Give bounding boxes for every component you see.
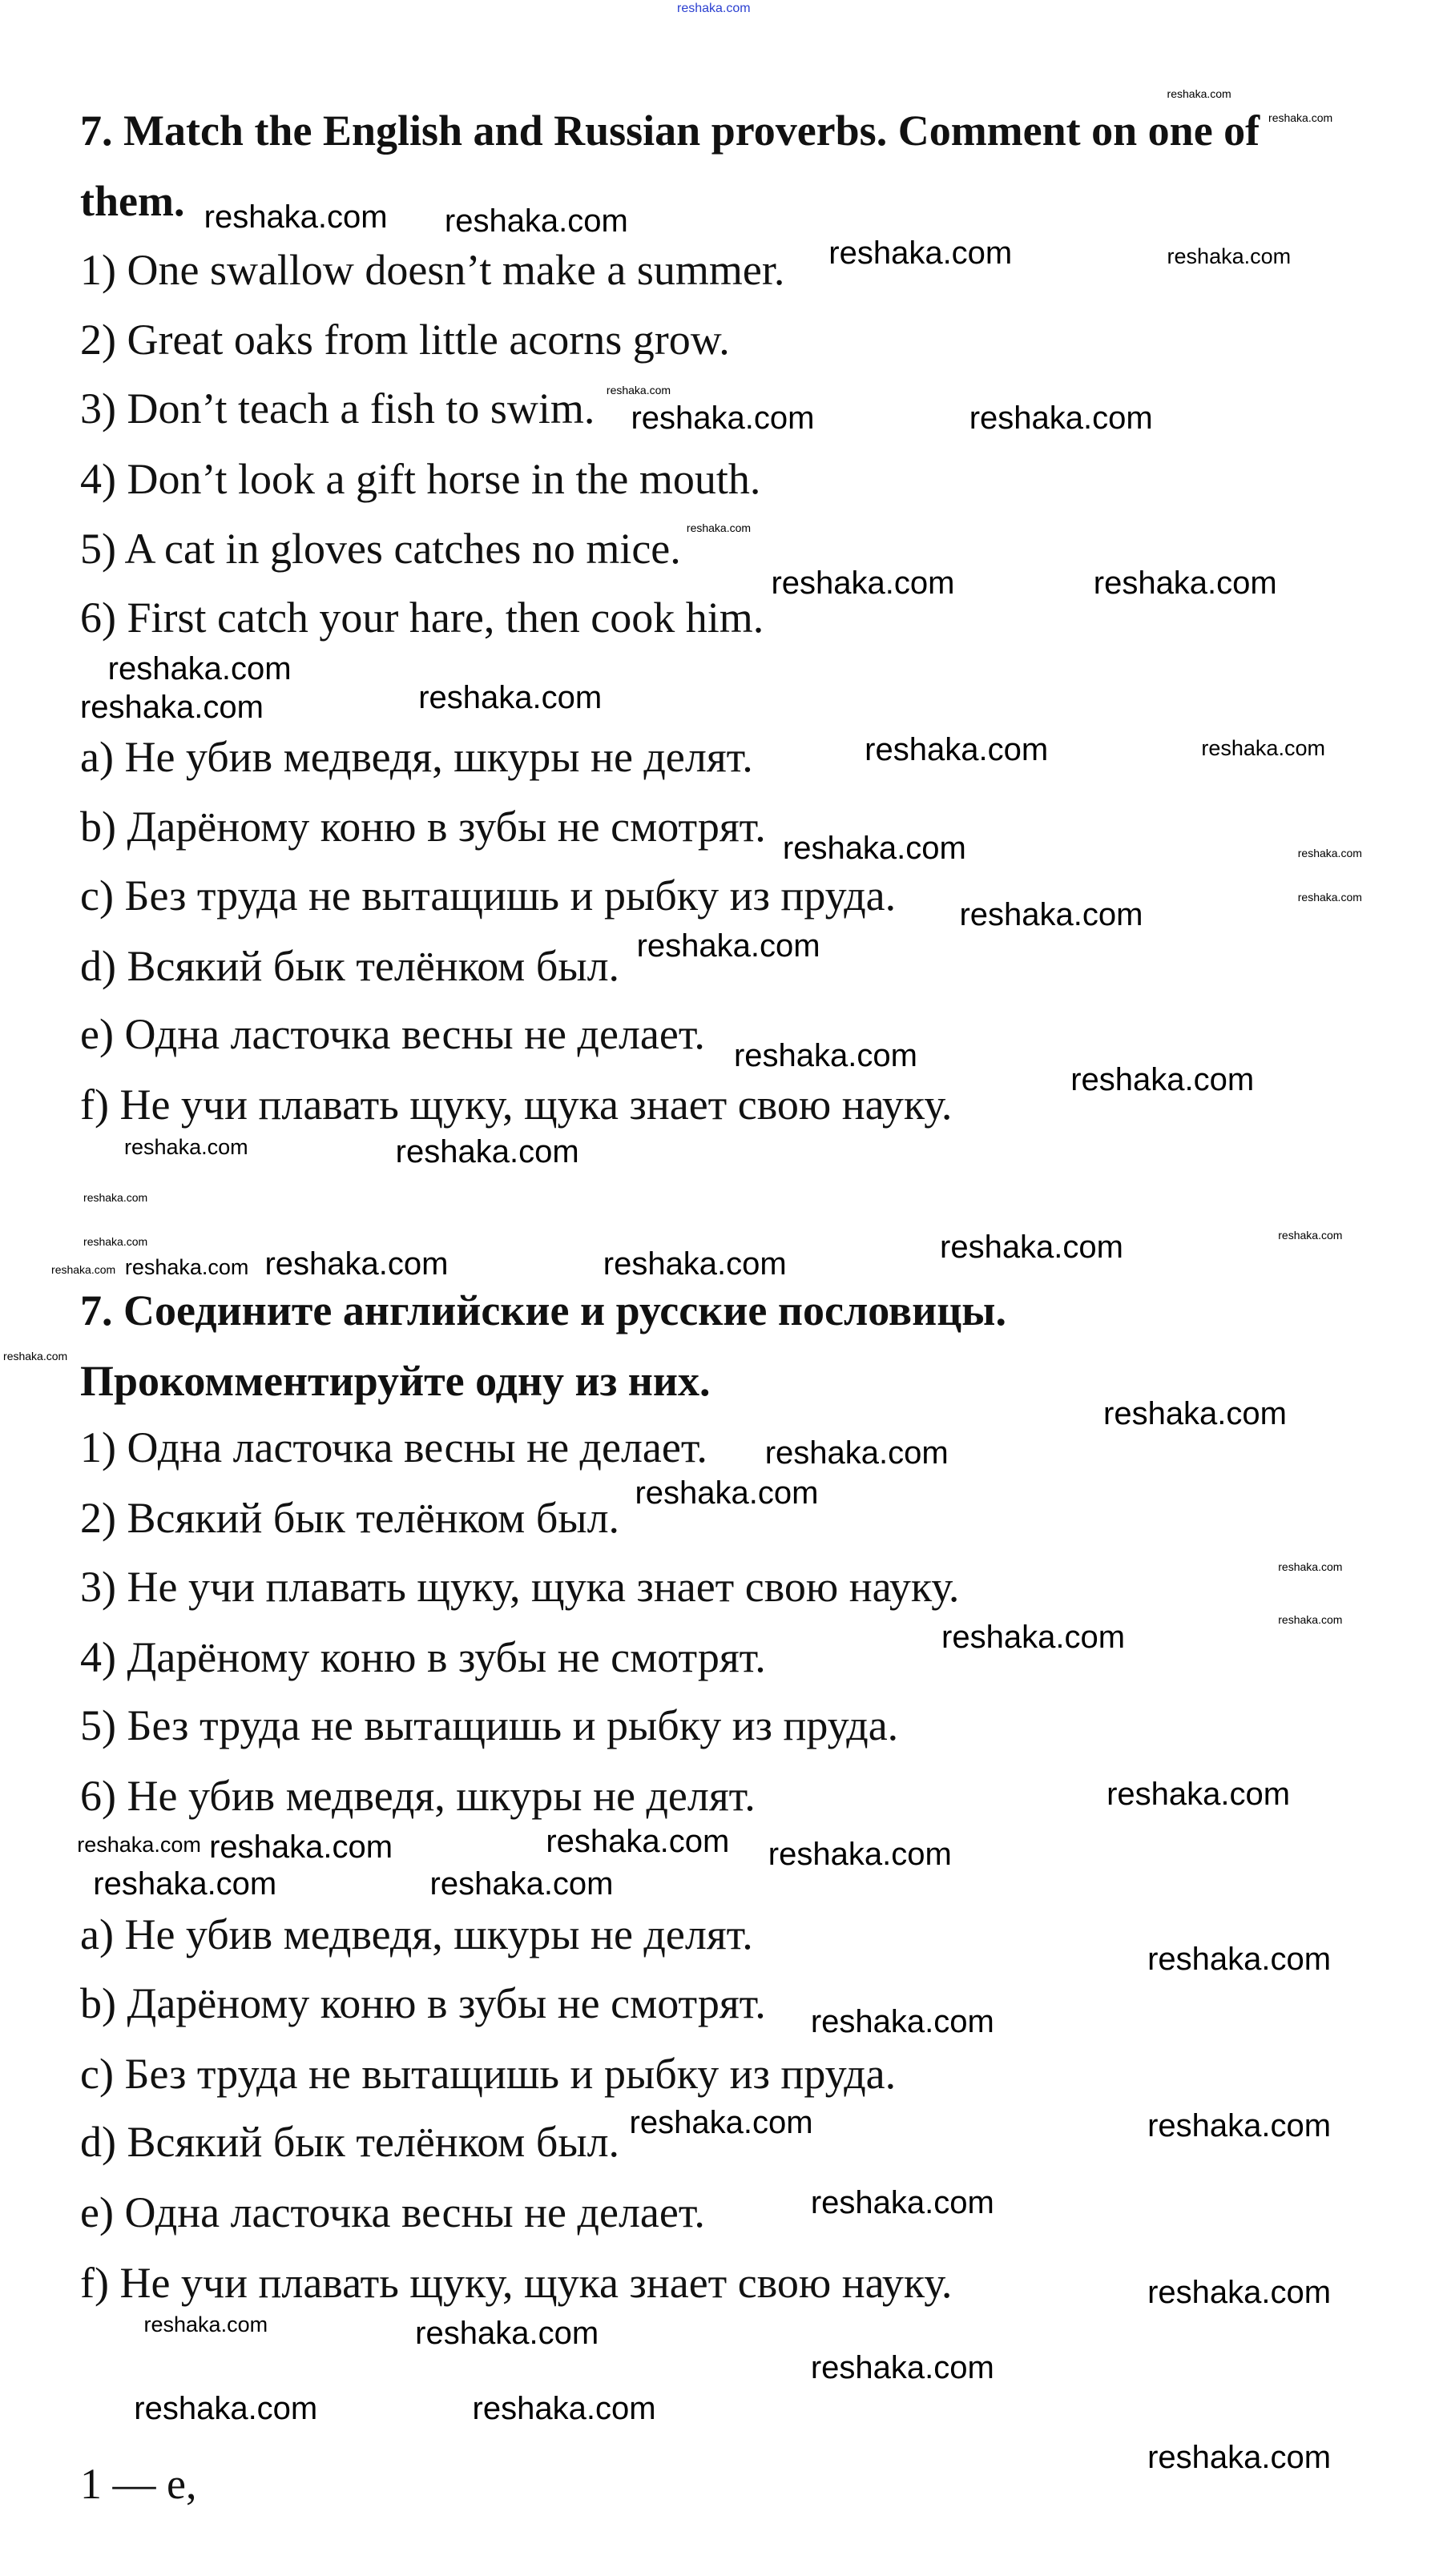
watermark: reshaka.com: [418, 680, 603, 716]
watermark: reshaka.com: [429, 1866, 614, 1902]
watermark: reshaka.com: [865, 732, 1049, 768]
russian-proverb: d) Всякий бык телёнком был.: [80, 942, 620, 990]
watermark: reshaka.com: [79, 690, 264, 726]
watermark: reshaka.com: [940, 1229, 1123, 1265]
numbered-proverb: 2) Всякий бык телёнком был.: [80, 1494, 620, 1542]
watermark: reshaka.com: [1106, 1776, 1291, 1812]
watermark: reshaka.com: [264, 1246, 449, 1282]
lettered-proverb: a) Не убив медведя, шкуры не делят.: [80, 1910, 753, 1958]
watermark: reshaka.com: [1103, 1395, 1287, 1431]
lettered-proverb: c) Без труда не вытащишь и рыбку из пруда.: [80, 2050, 897, 2098]
watermark: reshaka.com: [1147, 2440, 1332, 2476]
watermark: reshaka.com: [941, 1619, 1126, 1655]
english-proverb: 5) A cat in gloves catches no mice.: [80, 525, 681, 573]
watermark: reshaka.com: [969, 400, 1153, 437]
top-watermark: reshaka.com: [677, 2, 751, 15]
watermark: reshaka.com: [1278, 1229, 1343, 1242]
lettered-proverb: d) Всякий бык телёнком был.: [80, 2118, 620, 2166]
english-proverb: 6) First catch your hare, then cook him.: [80, 594, 764, 642]
watermark: reshaka.com: [1070, 1062, 1255, 1098]
watermark: reshaka.com: [415, 2315, 599, 2351]
watermark: reshaka.com: [603, 1246, 787, 1282]
english-proverb: 4) Don’t look a gift horse in the mouth.: [80, 455, 761, 503]
watermark: reshaka.com: [629, 2105, 813, 2140]
watermark: reshaka.com: [77, 1833, 201, 1858]
watermark: reshaka.com: [1147, 1941, 1332, 1977]
watermark: reshaka.com: [546, 1824, 730, 1860]
numbered-proverb: 6) Не убив медведя, шкуры не делят.: [80, 1772, 756, 1820]
watermark: reshaka.com: [1167, 87, 1231, 100]
watermark: reshaka.com: [631, 400, 815, 437]
lettered-proverb: e) Одна ласточка весны не делает.: [80, 2188, 705, 2236]
watermark: reshaka.com: [635, 1475, 819, 1511]
russian-proverb: a) Не убив медведя, шкуры не делят.: [80, 733, 753, 781]
watermark: reshaka.com: [782, 831, 966, 867]
exercise-heading-en: 7. Match the English and Russian proverbs. Comment on one of: [80, 107, 1260, 155]
english-proverb: 3) Don’t teach a fish to swim.: [80, 384, 595, 433]
watermark: reshaka.com: [771, 566, 955, 602]
watermark: reshaka.com: [828, 235, 1013, 272]
watermark: reshaka.com: [636, 928, 820, 964]
watermark: reshaka.com: [1093, 566, 1277, 602]
watermark: reshaka.com: [1167, 244, 1292, 268]
watermark: reshaka.com: [959, 897, 1143, 933]
watermark: reshaka.com: [1278, 1560, 1343, 1574]
watermark: reshaka.com: [83, 1235, 148, 1249]
watermark: reshaka.com: [143, 2312, 268, 2337]
watermark: reshaka.com: [1268, 111, 1333, 124]
numbered-proverb: 1) Одна ласточка весны не делает.: [80, 1423, 707, 1471]
watermark: reshaka.com: [810, 2349, 994, 2385]
numbered-proverb: 5) Без труда не вытащишь и рыбку из пруда.: [80, 1701, 899, 1749]
watermark: reshaka.com: [107, 650, 292, 686]
watermark: reshaka.com: [1147, 2108, 1332, 2144]
watermark: reshaka.com: [51, 1263, 116, 1277]
watermark: reshaka.com: [1147, 2275, 1332, 2311]
watermark: reshaka.com: [83, 1191, 148, 1205]
watermark: reshaka.com: [3, 1350, 68, 1363]
watermark: reshaka.com: [134, 2390, 318, 2426]
watermark: reshaka.com: [124, 1255, 249, 1280]
exercise-heading-ru: 7. Соедините английские и русские пословицы.: [80, 1286, 1006, 1334]
watermark: reshaka.com: [124, 1134, 248, 1159]
watermark: reshaka.com: [1297, 890, 1362, 904]
russian-proverb: e) Одна ласточка весны не делает.: [80, 1010, 705, 1058]
lettered-proverb: f) Не учи плавать щуку, щука знает свою науку.: [80, 2259, 953, 2307]
answer-text: 1 — e,: [80, 2460, 197, 2508]
english-proverb: 2) Great oaks from little acorns grow.: [80, 316, 730, 364]
watermark: reshaka.com: [1278, 1612, 1343, 1626]
lettered-proverb: b) Дарёному коню в зубы не смотрят.: [80, 1979, 766, 2027]
watermark: reshaka.com: [810, 2184, 994, 2220]
watermark: reshaka.com: [764, 1435, 949, 1471]
watermark: reshaka.com: [606, 384, 671, 397]
english-proverb: 1) One swallow doesn’t make a summer.: [80, 246, 785, 294]
watermark: reshaka.com: [686, 521, 752, 534]
watermark: reshaka.com: [1201, 735, 1325, 760]
russian-proverb: b) Дарёному коню в зубы не смотрят.: [80, 803, 766, 851]
watermark: reshaka.com: [810, 2003, 994, 2039]
watermark: reshaka.com: [93, 1866, 277, 1902]
numbered-proverb: 3) Не учи плавать щуку, щука знает свою науку.: [80, 1563, 960, 1611]
watermark: reshaka.com: [395, 1134, 579, 1170]
exercise-heading-en-cont: them.: [80, 177, 185, 225]
watermark: reshaka.com: [444, 203, 628, 239]
watermark: reshaka.com: [472, 2390, 656, 2426]
watermark: reshaka.com: [768, 1837, 952, 1873]
exercise-heading-ru-cont: Прокомментируйте одну из них.: [80, 1357, 711, 1405]
watermark: reshaka.com: [1297, 846, 1362, 859]
watermark: reshaka.com: [204, 199, 388, 235]
russian-proverb: c) Без труда не вытащишь и рыбку из пруда.: [80, 871, 897, 920]
numbered-proverb: 4) Дарёному коню в зубы не смотрят.: [80, 1633, 766, 1681]
russian-proverb: f) Не учи плавать щуку, щука знает свою науку.: [80, 1081, 953, 1129]
watermark: reshaka.com: [209, 1829, 393, 1865]
watermark: reshaka.com: [733, 1038, 917, 1074]
